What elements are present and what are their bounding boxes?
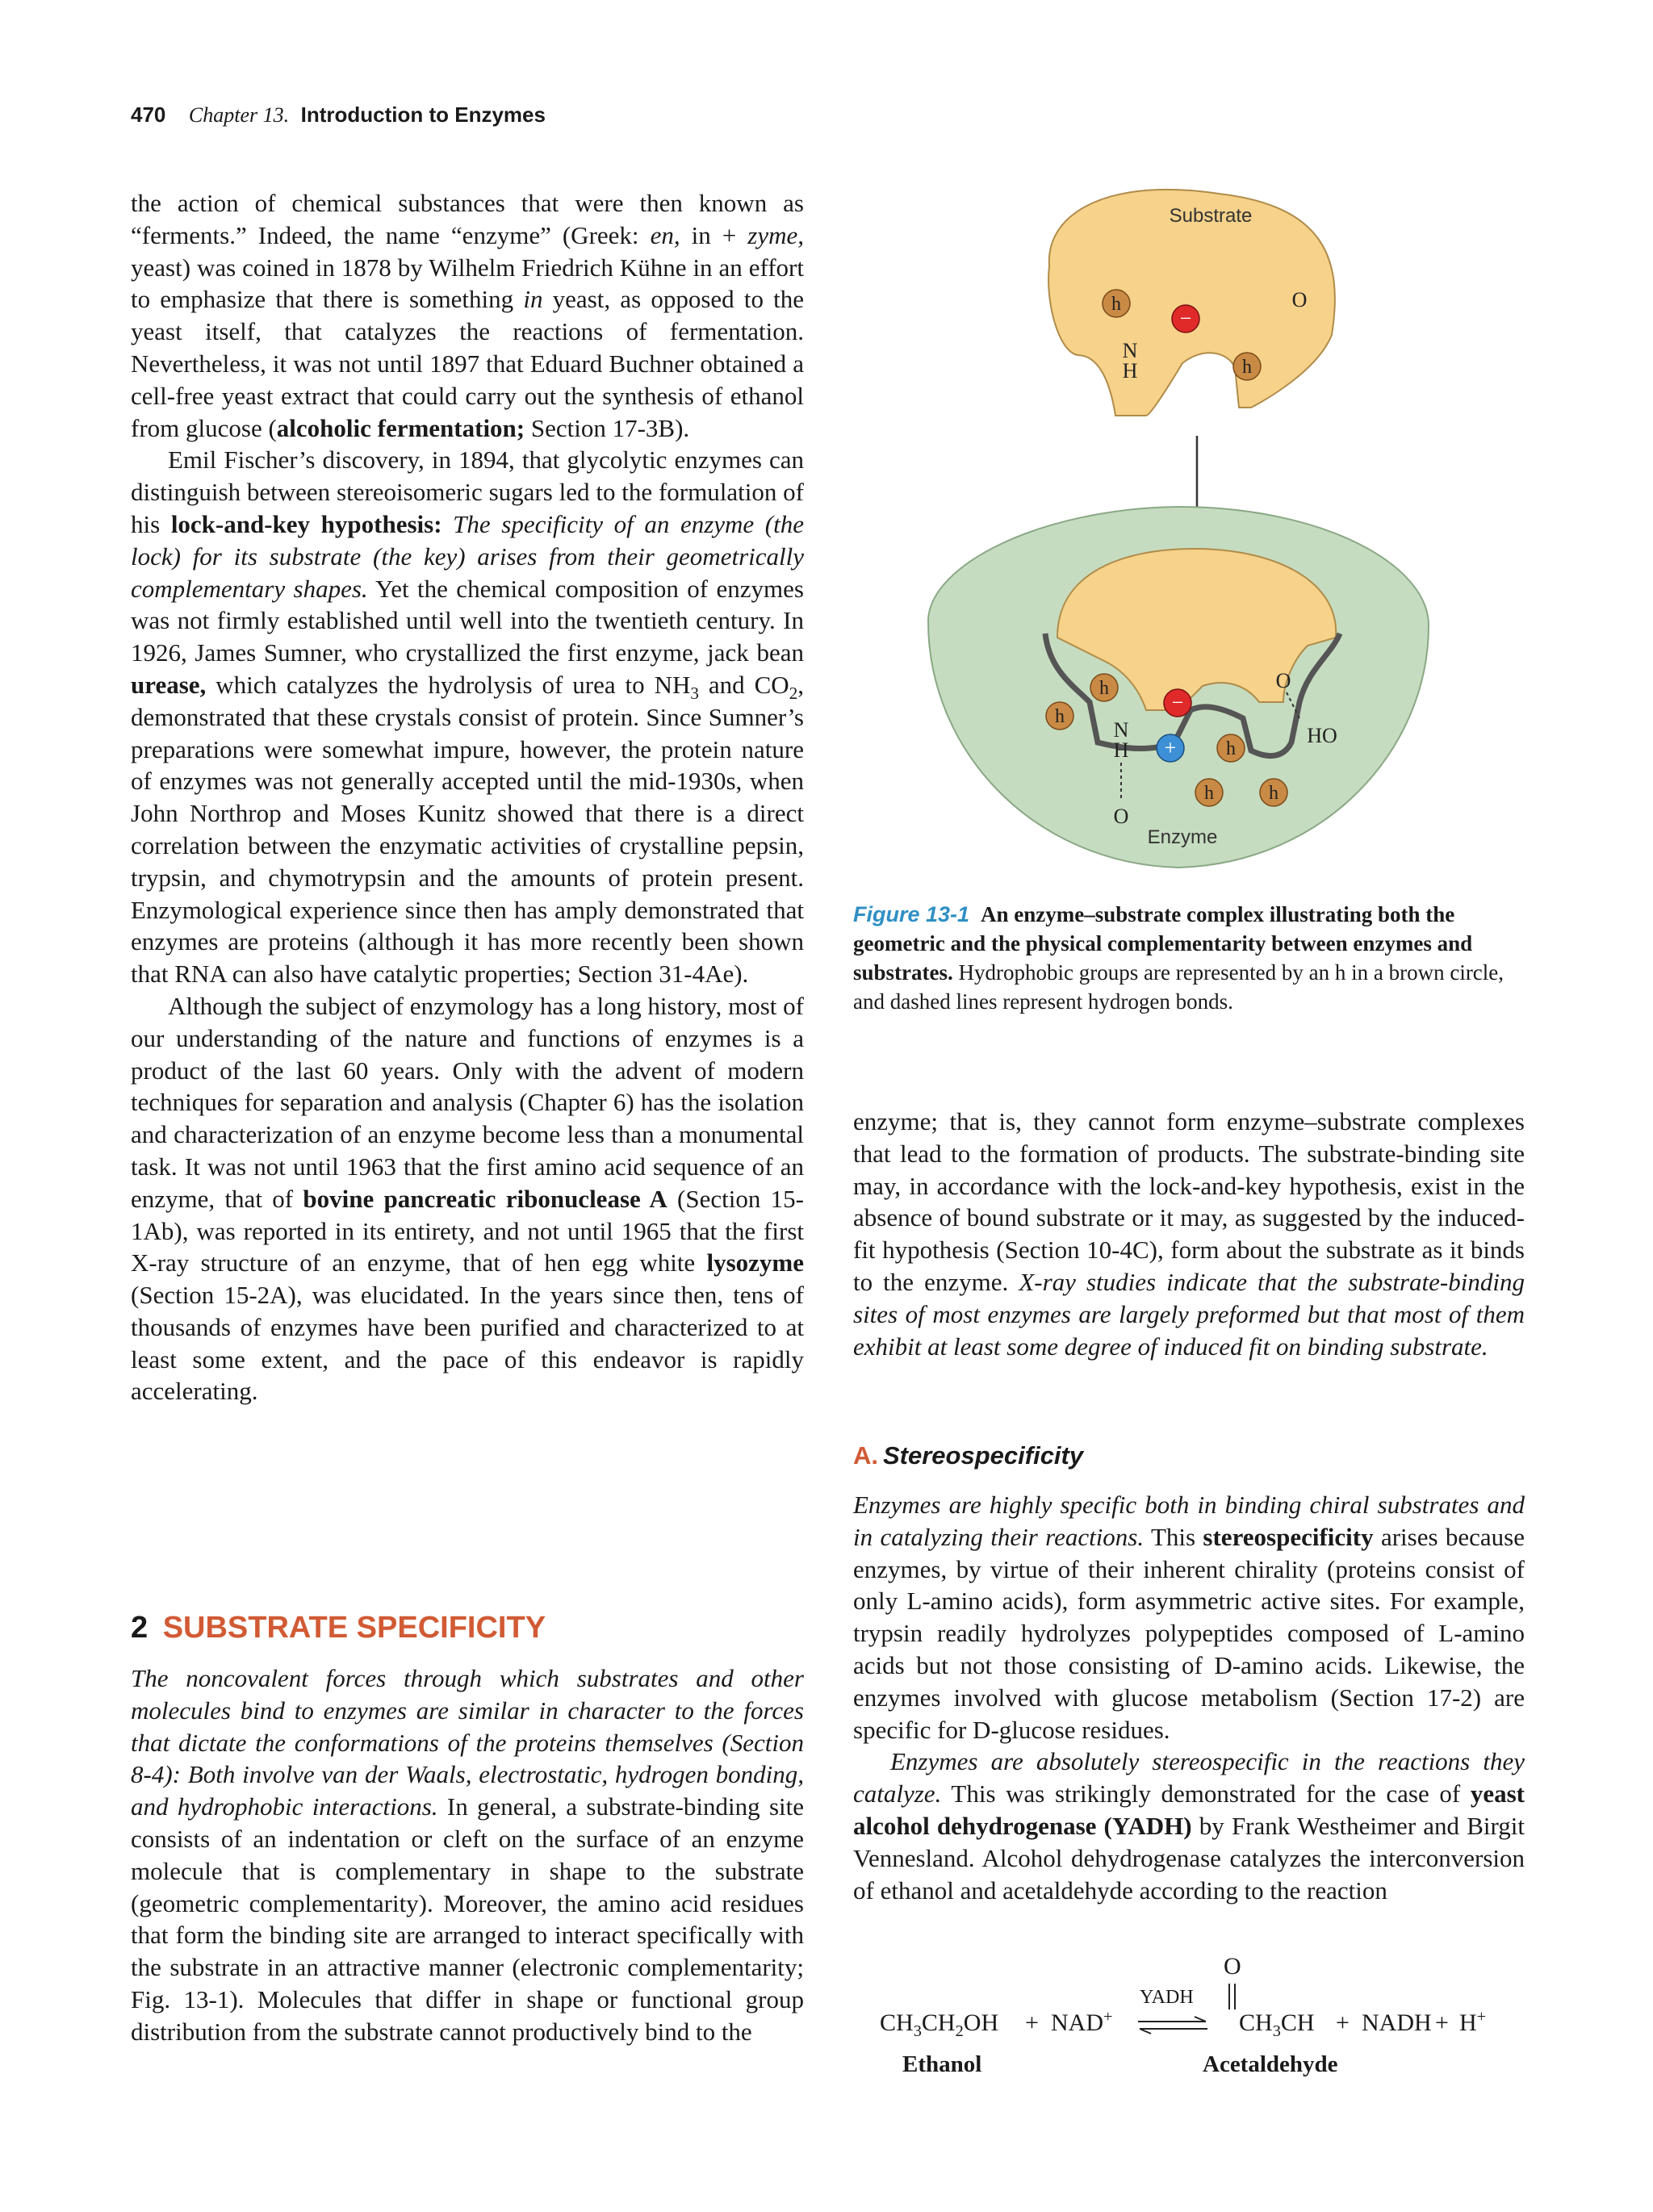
right-column-stereospecificity: Enzymes are highly specific both in binding chiral substrates and in catalyzing their reactions. This stereospecificity arises because enzymes, by virtue of their inherent chirality (proteins consist of only L-amino acids), form asymmetric active sites. For example, trypsin readily hydrolyzes polypeptides composed of L-amino acids but not those consisting of D-amino acids. Likewise, the enzymes involved with glucose metabolism (Section 17-2) are specific for D-glucose residues. Enzymes are absolutely stereospecific in the reactions they catalyze. This was strikingly demonstrated for the case of yeast alcohol dehydrogenase (YADH) by Frank Westheimer and Birgit Vennesland. Alcohol dehydrogenase catalyzes the interconversion of ethanol and acetaldehyde according to the reaction [853,1491,1525,1905]
oxygen-label: O [1291,288,1308,312]
oxygen-label: O [1275,669,1291,692]
h-label: h [1204,783,1214,804]
term-yadh: yeast alcohol dehydrogenase (YADH) [853,1779,1525,1840]
minus-label: − [1171,691,1184,714]
hydrogen-label: H [1113,738,1129,762]
term-lysozyme: lysozyme [706,1248,804,1277]
figure-enzyme-substrate-complex [904,186,1453,876]
term-stereospecificity: stereospecificity [1203,1522,1374,1551]
paragraph-lock-and-key: Emil Fischer’s discovery, in 1894, that glycolytic enzymes can distinguish between stereoisomeric sugars led to the formulation of his lock-and-key hypothesis: The specificity of an enzyme (the lock) for its substrate (the key) arises from their geometrically complementary shapes. Yet the chemical composition of enzymes was not firmly established until well into the twentieth century. In 1926, James Sumner, who crystallized the first enzyme, jack bean urease, which catalyzes the hydrolysis of urea to $NH_3$ and $CO_2$, demonstrated that these crystals consist of protein. Since Sumner’s preparations were somewhat impure, however, the protein nature of enzymes was not generally accepted until the mid-1930s, when John Northrop and Moses Kunitz showed that there is a direct correlation between the enzymatic activities of crystalline pepsin, trypsin, and chymotrypsin and the amounts of protein present. Enzymological experience since then has amply demonstrated that enzymes are proteins (although it has more recently been shown that RNA can also have catalytic properties; Section 31-4Ae). [131,445,804,989]
acetaldehyde-label: Acetaldehyde [1203,2051,1338,2077]
carbonyl-oxygen: O [1224,1953,1241,1980]
section-intro-italic: The noncovalent forces through which substrates and other molecules bind to enzymes are similar in character to the forces that dictate the conformations of the proteins themselves (Section 8-4): Both involve van der Waals, electrostatic, hydrogen bonding, and hydrophobic interactions. [131,1664,804,1821]
ethanol-formula: $CH_3CH_2OH$ [880,2009,999,2040]
double-bond-icon [1224,1982,1241,2011]
nadh-formula: NADH [1362,2009,1432,2036]
h-label: h [1111,294,1121,315]
nad-formula: NAD+ [1051,2008,1113,2036]
equilibrium-arrow-icon [1136,2016,1209,2035]
page-number: 470 [131,102,166,127]
section-paragraph: The noncovalent forces through which substrates and other molecules bind to enzymes are similar in character to the forces that dictate the conformations of the proteins themselves (Section 8-4): Both involve van der Waals, electrostatic, hydrogen bonding, and hydrophobic interactions. In general, a substrate-binding site consists of an indentation or cleft on the surface of an enzyme molecule that is complementary in shape to the substrate (geometric complementarity). Moreover, the amino acid residues that form the binding site are arranged to interact specifically with the substrate in an attractive manner (electronic complementarity; Fig. 13-1). Molecules that differ in shape or functional group distribution from the substrate cannot productively bind to the [131,1664,804,2046]
chapter-title: Introduction to Enzymes [300,102,546,127]
paragraph-enzymology-history: Although the subject of enzymology has a long history, most of our understanding of the nature and functions of enzymes is a product of the last 60 years. Only with the advent of modern techniques for separation and analysis (Chapter 6) has the isolation and characterization of an enzyme become less than a monumental task. It was not until 1963 that the first amino acid sequence of an enzyme, that of bovine pancreatic ribonuclease A (Section 15-1Ab), was reported in its entirety, and not until 1965 that the first X-ray structure of an enzyme, that of hen egg white lysozyme (Section 15-2A), was elucidated. In the years since then, tens of thousands of enzymes have been purified and characterized to at least some extent, and the pace of this endeavor is rapidly accelerating. [131,991,804,1406]
proton-formula: H+ [1459,2008,1487,2036]
term-lock-and-key: lock-and-key hypothesis: [170,509,442,538]
h-label: h [1242,357,1252,378]
section-title: SUBSTRATE SPECIFICITY [162,1611,546,1645]
h-label: h [1226,738,1236,759]
minus-label: − [1179,307,1192,330]
reaction-equation [880,1953,1525,2098]
term-ribonuclease: bovine pancreatic ribonuclease A [303,1184,667,1213]
chapter-label: Chapter 13. [188,103,290,127]
hydrogen-label: H [1122,359,1138,383]
running-header [131,102,546,128]
nitrogen-label: N [1113,718,1129,742]
ethanol-label: Ethanol [902,2051,982,2077]
plus-sign: + [1336,2009,1350,2036]
enzyme-over-arrow: YADH [1140,1987,1194,2008]
h-label: h [1269,783,1278,804]
figure-label: Figure 13-1 [853,902,970,926]
right-column-top: enzyme; that is, they cannot form enzyme–substrate complexes that lead to the formation of products. The substrate-binding site may, in accordance with the lock-and-key hypothesis, exist in the absence of bound substrate or it may, as suggested by the induced-fit hypothesis (Section 10-4C), form about the substrate as it binds to the enzyme. X-ray studies indicate that the substrate-binding sites of most enzymes are largely preformed but that most of them exhibit at least some degree of induced fit on binding substrate. [853,1107,1525,1361]
subsection-heading [853,1441,1083,1470]
oxygen-label: O [1113,805,1129,828]
enzyme-label: Enzyme [1147,826,1218,848]
section-heading [131,1611,546,1645]
nitrogen-label: N [1122,339,1138,362]
acetaldehyde-formula: $CH_3CH$ [1239,2009,1315,2040]
hydroxyl-label: HO [1307,724,1337,747]
plus-sign: + [1025,2009,1039,2036]
section-number: 2 [131,1611,149,1645]
plus-label: + [1164,736,1177,759]
figure-caption: Figure 13-1 An enzyme–substrate complex illustrating both the geometric and the physical complementarity between enzymes and substrates. Hydrophobic groups are represented by an h in a brown circle, and dashed lines represent hydrogen bonds. [853,902,1504,1014]
paragraph-ferments: the action of chemical substances that were then known as “ferments.” Indeed, the name “enzyme” (Greek: en, in + zyme, yeast) was coined in 1878 by Wilhelm Friedrich Kühne in an effort to emphasize that there is something in yeast, as opposed to the yeast itself, that catalyzes the reactions of fermentation. Nevertheless, it was not until 1897 that Eduard Buchner obtained a cell-free yeast extract that could carry out the synthesis of ethanol from glucose (alcoholic fermentation; Section 17-3B). [131,189,805,442]
h-label: h [1055,706,1065,727]
term-urease: urease, [131,670,207,699]
subsection-letter: A. [853,1441,878,1470]
h-label: h [1099,678,1109,699]
substrate-label: Substrate [1169,205,1253,227]
term-alcoholic-fermentation: alcoholic fermentation; [276,413,525,442]
plus-sign: + [1435,2009,1449,2036]
subsection-title: Stereospecificity [883,1441,1084,1470]
left-column [131,187,804,1407]
